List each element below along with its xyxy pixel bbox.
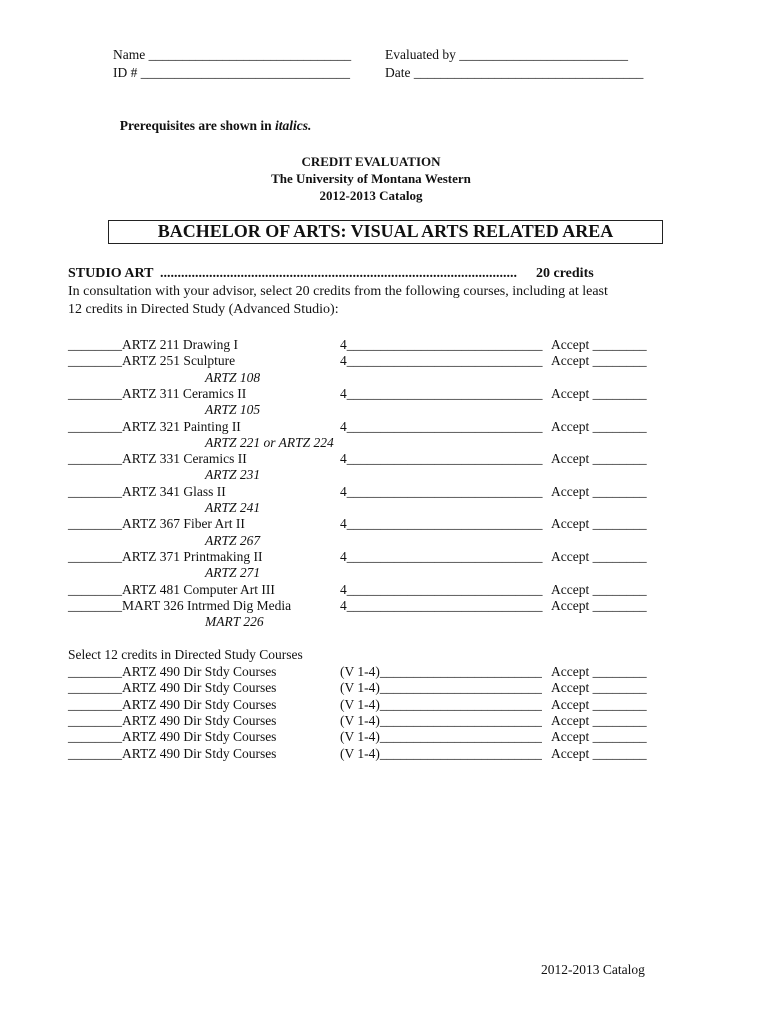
prereq-note-italic: italics. [275,118,312,133]
accept-line[interactable]: Accept ________ [551,353,647,369]
directed-credit-line[interactable]: (V 1-4)________________________ [340,680,542,696]
directed-course-line[interactable]: ________ARTZ 490 Dir Stdy Courses [68,664,277,679]
prereq-label: ARTZ 271 [205,565,261,581]
prereq-label: ARTZ 241 [205,500,261,515]
prereq-label: ARTZ 267 [205,532,261,548]
prereq-label: ARTZ 221 or ARTZ 224 [205,434,334,450]
prereq-label: ARTZ 231 [205,467,261,483]
directed-credit-line[interactable]: (V 1-4)________________________ [340,729,542,745]
directed-accept-line[interactable]: Accept ________ [551,664,647,679]
studio-desc-line1: In consultation with your advisor, select 20 credits from the following courses, including at least [68,284,608,299]
directed-credit-line[interactable]: (V 1-4)________________________ [340,696,542,712]
credit-line[interactable]: 4_____________________________ [340,516,543,532]
id-field[interactable]: ID # _______________________________ [113,65,350,80]
accept-line[interactable]: Accept ________ [551,451,647,467]
accept-line[interactable]: Accept ________ [551,548,647,564]
course-checkbox-line[interactable]: ________ARTZ 251 Sculpture [68,353,236,369]
accept-line[interactable]: Accept ________ [551,516,647,532]
directed-credit-line[interactable]: (V 1-4)________________________ [340,712,542,728]
credit-line[interactable]: 4_____________________________ [340,353,543,369]
accept-line[interactable]: Accept ________ [551,337,647,352]
credit-line[interactable]: 4_____________________________ [340,581,543,597]
credit-line[interactable]: 4_____________________________ [340,337,543,352]
course-checkbox-line[interactable]: ________ARTZ 211 Drawing I [68,337,239,352]
directed-credit-line[interactable]: (V 1-4)________________________ [340,745,542,761]
accept-line[interactable]: Accept ________ [551,597,647,613]
eval-title: CREDIT EVALUATION [301,154,441,169]
credit-line[interactable]: 4_____________________________ [340,385,543,401]
evaluated-by-field[interactable]: Evaluated by _________________________ [385,47,628,62]
credit-line[interactable]: 4_____________________________ [340,451,543,467]
studio-art-label: STUDIO ART [68,266,154,281]
studio-art-credits: 20 credits [536,266,594,281]
accept-line[interactable]: Accept ________ [551,581,647,597]
prereq-note [113,102,311,134]
course-checkbox-line[interactable]: ________ARTZ 341 Glass II [68,483,226,499]
credit-line[interactable]: 4_____________________________ [340,418,543,434]
directed-accept-line[interactable]: Accept ________ [551,680,647,696]
credit-line[interactable]: 4_____________________________ [340,483,543,499]
studio-desc-line2: 12 credits in Directed Study (Advanced Studio): [68,302,339,317]
directed-accept-line[interactable]: Accept ________ [551,712,647,728]
footer-catalog: 2012-2013 Catalog [541,962,645,977]
directed-accept-line[interactable]: Accept ________ [551,729,647,745]
degree-title: BACHELOR OF ARTS: VISUAL ARTS RELATED AREA [108,220,663,244]
course-checkbox-line[interactable]: ________ARTZ 481 Computer Art III [68,581,275,597]
course-checkbox-line[interactable]: ________ARTZ 371 Printmaking II [68,548,263,564]
directed-accept-line[interactable]: Accept ________ [551,696,647,712]
directed-accept-line[interactable]: Accept ________ [551,745,647,761]
course-checkbox-line[interactable]: ________ARTZ 367 Fiber Art II [68,516,245,532]
directed-credit-line[interactable]: (V 1-4)________________________ [340,664,542,679]
directed-course-line[interactable]: ________ARTZ 490 Dir Stdy Courses [68,745,277,761]
directed-course-line[interactable]: ________ARTZ 490 Dir Stdy Courses [68,729,277,745]
accept-line[interactable]: Accept ________ [551,483,647,499]
directed-course-line[interactable]: ________ARTZ 490 Dir Stdy Courses [68,712,277,728]
credit-line[interactable]: 4_____________________________ [340,548,543,564]
catalog-year: 2012-2013 Catalog [319,188,423,203]
course-checkbox-line[interactable]: ________ARTZ 331 Ceramics II [68,451,247,467]
university-name: The University of Montana Western [271,171,471,186]
directed-course-line[interactable]: ________ARTZ 490 Dir Stdy Courses [68,696,277,712]
accept-line[interactable]: Accept ________ [551,418,647,434]
prereq-label: MART 226 [205,614,264,630]
prereq-label: ARTZ 108 [205,369,261,385]
course-checkbox-line[interactable]: ________ARTZ 311 Ceramics II [68,385,247,401]
course-checkbox-line[interactable]: ________MART 326 Intrmed Dig Media [68,597,292,613]
directed-study-heading: Select 12 credits in Directed Study Courses [68,647,303,662]
directed-course-line[interactable]: ________ARTZ 490 Dir Stdy Courses [68,680,277,696]
course-checkbox-line[interactable]: ________ARTZ 321 Painting II [68,418,241,434]
accept-line[interactable]: Accept ________ [551,385,647,401]
name-field[interactable]: Name ______________________________ [113,47,352,62]
prereq-label: ARTZ 105 [205,402,261,418]
prereq-note-text: Prerequisites are shown in [119,118,276,133]
credit-line[interactable]: 4_____________________________ [340,597,543,613]
date-field[interactable]: Date __________________________________ [385,65,644,80]
studio-art-leader: ...................................................................................................... [160,266,517,281]
